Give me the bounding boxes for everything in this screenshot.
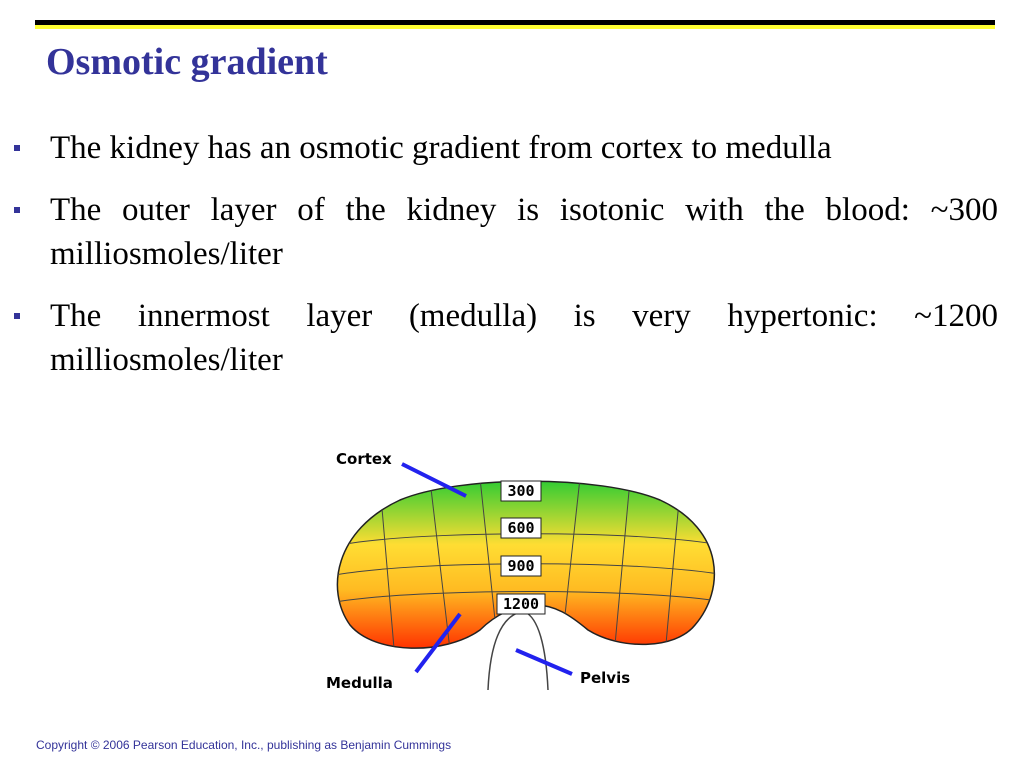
medulla-label: Medulla [326, 674, 393, 692]
bullet-square-icon [14, 207, 20, 213]
svg-text:600: 600 [507, 519, 535, 537]
slide-title: Osmotic gradient [46, 41, 328, 83]
copyright-footer: Copyright © 2006 Pearson Education, Inc., publishing as Benjamin Cummings [36, 738, 452, 752]
bullet-text: The kidney has an osmotic gradient from cortex to medulla [50, 130, 832, 166]
pelvis-label: Pelvis [580, 669, 631, 687]
bullet-item [14, 188, 998, 276]
value-300 [501, 481, 541, 501]
kidney-diagram [320, 440, 740, 700]
bullet-item [14, 126, 998, 170]
svg-text:300: 300 [507, 482, 535, 500]
bullet-text: The innermost layer (medulla) is very hypertonic: ~1200 milliosmoles/liter [50, 298, 998, 378]
cortex-label: Cortex [336, 450, 392, 468]
svg-text:900: 900 [507, 557, 535, 575]
value-900 [501, 556, 541, 576]
value-600 [501, 518, 541, 538]
svg-text:1200: 1200 [502, 595, 540, 613]
top-rule-accent [35, 25, 995, 29]
bullet-text: The outer layer of the kidney is isotonic with the blood: ~300 milliosmoles/liter [50, 192, 998, 272]
bullet-item [14, 294, 998, 382]
value-1200 [497, 594, 545, 614]
bullet-square-icon [14, 145, 20, 151]
bullet-list [14, 126, 998, 400]
bullet-square-icon [14, 313, 20, 319]
